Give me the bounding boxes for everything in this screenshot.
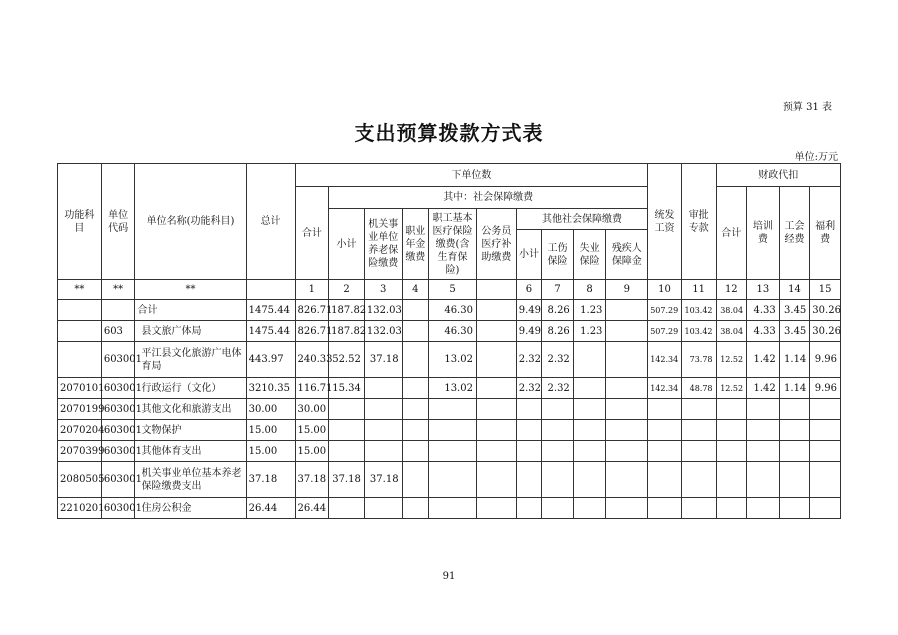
table-cell (779, 462, 810, 498)
table-cell (542, 399, 574, 420)
table-cell: 1.42 (747, 342, 780, 378)
table-cell (779, 441, 810, 462)
table-cell (402, 378, 429, 399)
column-number-cell: 15 (810, 280, 841, 300)
table-cell (516, 462, 541, 498)
table-cell (476, 399, 516, 420)
column-number-cell: 3 (364, 280, 402, 300)
table-cell: 142.34 (648, 378, 682, 399)
table-cell (810, 441, 841, 462)
header-fiscal-total: 合计 (716, 187, 747, 280)
table-cell (606, 498, 648, 519)
table-cell: 142.34 (648, 342, 682, 378)
table-cell: 46.30 (429, 300, 477, 321)
table-cell: 其他文化和旅游支出 (135, 399, 246, 420)
column-number-cell: 10 (648, 280, 682, 300)
header-civil-servant-medical: 公务员医疗补助缴费 (476, 209, 516, 280)
table-cell: 603 (101, 321, 135, 342)
table-cell: 132.03 (364, 300, 402, 321)
table-cell: 37.18 (246, 462, 295, 498)
table-cell: 30.26 (810, 300, 841, 321)
table-row (58, 420, 841, 441)
header-occupational-annuity: 职业年金缴费 (402, 209, 429, 280)
table-cell: 103.42 (681, 321, 716, 342)
table-cell: 其他体育支出 (135, 441, 246, 462)
table-cell (681, 399, 716, 420)
table-cell (681, 441, 716, 462)
table-cell: 46.30 (429, 321, 477, 342)
table-cell: 826.71 (295, 321, 329, 342)
table-cell (542, 462, 574, 498)
table-cell (476, 378, 516, 399)
table-cell (364, 378, 402, 399)
column-number-cell: 1 (295, 280, 329, 300)
table-cell (747, 498, 780, 519)
table-cell: 1.23 (573, 300, 606, 321)
table-row (58, 399, 841, 420)
table-cell (810, 399, 841, 420)
column-number-cell: ** (101, 280, 135, 300)
table-cell: 37.18 (295, 462, 329, 498)
column-number-row (58, 280, 841, 300)
table-cell: 13.02 (429, 342, 477, 378)
table-cell: 52.52 (329, 342, 365, 378)
table-cell: 9.49 (516, 321, 541, 342)
table-cell: 2070199 (58, 399, 102, 420)
table-cell: 30.26 (810, 321, 841, 342)
table-cell: 3210.35 (246, 378, 295, 399)
table-cell (747, 399, 780, 420)
table-cell: 603001 (101, 462, 135, 498)
header-welfare: 福利费 (810, 187, 841, 280)
table-row (58, 342, 841, 378)
table-cell: 603001 (101, 399, 135, 420)
table-cell (716, 498, 747, 519)
table-cell: 38.04 (716, 321, 747, 342)
table-cell: 603001 (101, 342, 135, 378)
table-cell (364, 420, 402, 441)
table-cell: 2.32 (542, 378, 574, 399)
table-cell (516, 399, 541, 420)
table-cell: 9.96 (810, 342, 841, 378)
table-cell (648, 498, 682, 519)
table-cell: 4.33 (747, 321, 780, 342)
table-cell (429, 420, 477, 441)
table-cell: 2080505 (58, 462, 102, 498)
table-cell (573, 342, 606, 378)
page-title: 支出预算拨款方式表 (354, 121, 544, 145)
table-cell: 1.23 (573, 321, 606, 342)
table-cell: 826.71 (295, 300, 329, 321)
table-cell (516, 420, 541, 441)
header-fiscal-deduct: 财政代扣 (716, 164, 840, 187)
table-cell (402, 420, 429, 441)
header-org-pension: 机关事业单位养老保险缴费 (364, 209, 402, 280)
table-cell: 8.26 (542, 300, 574, 321)
table-cell (606, 441, 648, 462)
table-row (58, 498, 841, 519)
table-cell: 1475.44 (246, 321, 295, 342)
table-cell: 507.29 (648, 300, 682, 321)
table-cell: 15.00 (295, 441, 329, 462)
table-cell: 603001 (101, 441, 135, 462)
table-cell (573, 420, 606, 441)
table-cell: 30.00 (246, 399, 295, 420)
header-unemployment: 失业保险 (573, 230, 606, 280)
table-cell: 2210201 (58, 498, 102, 519)
header-medical: 职工基本医疗保险缴费(含生育保险) (429, 209, 477, 280)
table-cell: 187.82 (329, 300, 365, 321)
column-number-cell: 14 (779, 280, 810, 300)
table-cell: 1475.44 (246, 300, 295, 321)
table-cell: 26.44 (246, 498, 295, 519)
column-number-cell (246, 280, 295, 300)
table-cell (606, 420, 648, 441)
table-cell (648, 399, 682, 420)
table-cell (429, 441, 477, 462)
table-cell (573, 462, 606, 498)
header-total: 总计 (246, 164, 295, 280)
table-cell (402, 441, 429, 462)
table-cell (747, 420, 780, 441)
table-cell (779, 420, 810, 441)
table-cell (542, 498, 574, 519)
table-cell (681, 462, 716, 498)
table-cell: 文物保护 (135, 420, 246, 441)
budget-table (57, 163, 841, 519)
table-cell: 2070399 (58, 441, 102, 462)
table-cell (476, 498, 516, 519)
table-cell: 15.00 (246, 420, 295, 441)
table-cell: 603001 (101, 420, 135, 441)
column-number-cell: ** (58, 280, 102, 300)
table-cell (573, 399, 606, 420)
table-cell (476, 441, 516, 462)
table-cell (329, 399, 365, 420)
table-cell (716, 441, 747, 462)
header-lower-units: 下单位数 (295, 164, 648, 187)
table-cell: 240.33 (295, 342, 329, 378)
table-cell: 3.45 (779, 321, 810, 342)
header-func-code: 功能科目 (58, 164, 102, 280)
table-cell: 12.52 (716, 378, 747, 399)
table-cell: 38.04 (716, 300, 747, 321)
table-cell (364, 399, 402, 420)
table-cell (476, 342, 516, 378)
table-cell (606, 378, 648, 399)
table-cell: 48.78 (681, 378, 716, 399)
table-cell (429, 498, 477, 519)
table-cell (58, 300, 102, 321)
table-cell (476, 300, 516, 321)
header-approved: 审批专款 (681, 164, 716, 280)
table-cell (476, 321, 516, 342)
page-number: 91 (442, 571, 456, 582)
unit-label: 单位:万元 (794, 152, 838, 163)
table-cell: 603001 (101, 498, 135, 519)
column-number-cell: 8 (573, 280, 606, 300)
table-cell: 12.52 (716, 342, 747, 378)
table-cell (101, 300, 135, 321)
table-row (58, 378, 841, 399)
table-number-label: 预算 31 表 (782, 102, 832, 113)
table-cell: 187.82 (329, 321, 365, 342)
header-disability: 残疾人保障金 (606, 230, 648, 280)
table-cell (648, 462, 682, 498)
table-cell (542, 441, 574, 462)
column-number-cell: 9 (606, 280, 648, 300)
table-cell: 平江县文化旅游广电体育局 (135, 342, 246, 378)
table-cell (810, 498, 841, 519)
table-cell: 1.14 (779, 342, 810, 378)
table-cell (716, 399, 747, 420)
table-cell: 9.96 (810, 378, 841, 399)
table-row (58, 300, 841, 321)
header-unit-name: 单位名称(功能科目) (135, 164, 246, 280)
table-cell (648, 420, 682, 441)
column-number-cell: 4 (402, 280, 429, 300)
table-cell: 1.14 (779, 378, 810, 399)
column-number-cell (476, 280, 516, 300)
table-cell: 2070101 (58, 378, 102, 399)
header-other-subtotal: 小计 (516, 230, 541, 280)
table-cell (58, 342, 102, 378)
table-cell (402, 300, 429, 321)
table-cell: 37.18 (329, 462, 365, 498)
header-ss-subtotal: 小计 (329, 209, 365, 280)
table-cell: 住房公积金 (135, 498, 246, 519)
table-cell: 2.32 (542, 342, 574, 378)
table-cell (681, 420, 716, 441)
table-cell: 15.34 (329, 378, 365, 399)
column-number-cell: ** (135, 280, 246, 300)
table-cell (402, 399, 429, 420)
column-number-cell: 12 (716, 280, 747, 300)
table-cell (516, 441, 541, 462)
header-unit-code: 单位代码 (101, 164, 135, 280)
table-cell: 603001 (101, 378, 135, 399)
table-cell: 行政运行（文化） (135, 378, 246, 399)
table-cell (716, 420, 747, 441)
table-cell (573, 441, 606, 462)
table-cell: 2070204 (58, 420, 102, 441)
table-cell: 2.32 (516, 342, 541, 378)
table-cell (402, 342, 429, 378)
table-cell: 15.00 (295, 420, 329, 441)
table-cell (779, 399, 810, 420)
table-cell (810, 462, 841, 498)
table-cell: 9.49 (516, 300, 541, 321)
table-cell (681, 498, 716, 519)
table-cell: 30.00 (295, 399, 329, 420)
table-cell: 37.18 (364, 462, 402, 498)
header-injury: 工伤保险 (542, 230, 574, 280)
header-subtotal-group: 合计 (295, 187, 329, 280)
table-cell (329, 420, 365, 441)
table-cell: 合计 (135, 300, 246, 321)
table-cell (329, 498, 365, 519)
table-cell: 103.42 (681, 300, 716, 321)
table-cell (402, 498, 429, 519)
column-number-cell: 2 (329, 280, 365, 300)
column-number-cell: 7 (542, 280, 574, 300)
header-social-security: 其中：社会保障缴费 (329, 187, 648, 209)
table-cell: 73.78 (681, 342, 716, 378)
table-cell: 116.71 (295, 378, 329, 399)
table-cell (329, 441, 365, 462)
column-number-cell: 5 (429, 280, 477, 300)
table-cell (716, 462, 747, 498)
table-cell: 13.02 (429, 378, 477, 399)
table-cell: 37.18 (364, 342, 402, 378)
table-cell: 机关事业单位基本养老保险缴费支出 (135, 462, 246, 498)
column-number-cell: 13 (747, 280, 780, 300)
table-cell (810, 420, 841, 441)
column-number-cell: 11 (681, 280, 716, 300)
header-union-fee: 工会经费 (779, 187, 810, 280)
table-row (58, 441, 841, 462)
table-cell (573, 498, 606, 519)
table-cell: 2.32 (516, 378, 541, 399)
table-cell (58, 321, 102, 342)
table-cell (402, 462, 429, 498)
table-cell (542, 420, 574, 441)
table-cell: 3.45 (779, 300, 810, 321)
table-cell (606, 342, 648, 378)
table-cell (429, 399, 477, 420)
table-cell (476, 420, 516, 441)
table-cell: 26.44 (295, 498, 329, 519)
table-cell (606, 399, 648, 420)
table-cell (364, 441, 402, 462)
table-cell: 8.26 (542, 321, 574, 342)
table-cell (747, 462, 780, 498)
table-cell (429, 462, 477, 498)
header-training: 培训费 (747, 187, 780, 280)
table-cell: 4.33 (747, 300, 780, 321)
table-cell: 1.42 (747, 378, 780, 399)
header-unified-pay: 统发工资 (648, 164, 682, 280)
table-cell: 132.03 (364, 321, 402, 342)
table-cell (516, 498, 541, 519)
table-cell (648, 441, 682, 462)
table-body (58, 300, 841, 519)
table-cell (476, 462, 516, 498)
table-cell: 443.97 (246, 342, 295, 378)
table-cell (364, 498, 402, 519)
table-cell: 县文旅广体局 (135, 321, 246, 342)
table-cell (747, 441, 780, 462)
table-cell (402, 321, 429, 342)
table-cell: 507.29 (648, 321, 682, 342)
table-cell (779, 498, 810, 519)
table-cell: 15.00 (246, 441, 295, 462)
table-row (58, 462, 841, 498)
table-cell (606, 462, 648, 498)
header-other-ss: 其他社会保障缴费 (516, 209, 648, 230)
column-number-cell: 6 (516, 280, 541, 300)
table-cell (606, 300, 648, 321)
table-row (58, 321, 841, 342)
table-cell (606, 321, 648, 342)
table-cell (573, 378, 606, 399)
